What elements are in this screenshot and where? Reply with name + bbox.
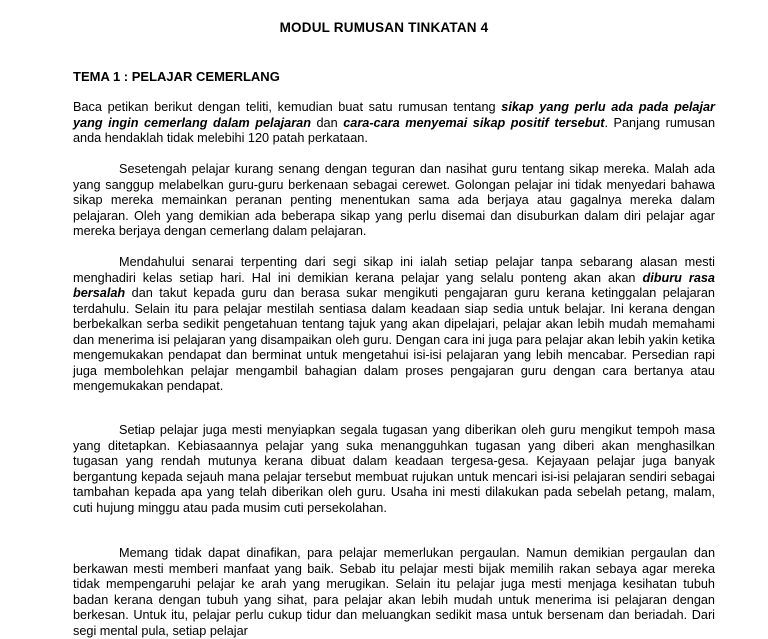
- intro-emphasis-2: cara-cara menyemai sikap positif tersebut: [343, 115, 605, 130]
- paragraph-1-text: Sesetengah pelajar kurang senang dengan teguran dan nasihat guru tentang sikap mereka. Malah ada yang sanggup melabelkan guru-guru berkenaan sebagai cerewet. Golongan pelajar ini tidak menyedari bahawa sikap mereka memainkan peranan penting menentukan sama ada berjaya atau gagalnya mereka dalam pelajaran. Oleh yang demikian ada beberapa sikap yang perlu disemai dan disuburkan dalam diri pelajar agar mereka berjaya dengan cemerlang dalam pelajaran.: [73, 162, 715, 238]
- paragraph-1: [73, 162, 715, 240]
- instruction-paragraph: [73, 100, 715, 147]
- paragraph-4-text: Memang tidak dapat dinafikan, para pelajar memerlukan pergaulan. Namun demikian pergaulan dan berkawan mesti memberi manfaat yang baik. Sebab itu pelajar mesti bijak memilih rakan sebaya agar mereka tidak mempengaruhi pelajar ke arah yang merugikan. Selain itu pelajar juga mesti menjaga kesihatan tubuh badan kerana dengan tubuh yang sihat, para pelajar akan lebih mudah untuk menerima isi pelajaran dengan berkesan. Untuk itu, pelajar perlu cukup tidur dan meluangkan sedikit masa untuk bersenam dan beriadah. Dari segi mental pula, setiap pelajar: [73, 546, 715, 638]
- intro-text-2: dan: [310, 115, 344, 130]
- document-title: MODUL RUMUSAN TINKATAN 4: [279, 20, 489, 35]
- paragraph-2-text-1: Mendahului senarai terpenting dari segi sikap ini ialah setiap pelajar tanpa sebarang alasan mesti menghadiri kelas setiap hari. Hal ini demikian kerana pelajar yang selalu ponteng akan akan: [73, 255, 715, 285]
- paragraph-3-text: Setiap pelajar juga mesti menyiapkan segala tugasan yang diberikan oleh guru mengikut tempoh masa yang ditetapkan. Kebiasaannya pelajar yang suka menangguhkan tugasan yang diberi akan menghasilkan tugasan yang rendah mutunya kerana dibuat dalam keadaan tergesa-gesa. Kejayaan pelajar juga banyak bergantung kepada sejauh mana pelajar tersebut membuat rujukan untuk mencari isi-isi pelajaran sendiri sebagai tambahan kepada apa yang telah diberikan oleh guru. Usaha ini mesti dilakukan pada sebelah petang, malam, cuti hujung minggu atau pada musim cuti persekolahan.: [73, 423, 715, 515]
- intro-text-3: . Panjang rumusan anda hendaklah tidak melebihi 120 patah perkataan.: [73, 115, 716, 145]
- intro-text-1: Baca petikan berikut dengan teliti, kemudian buat satu rumusan tentang: [73, 100, 502, 114]
- intro-emphasis-1: sikap yang perlu ada pada pelajar yang ingin cemerlang dalam pelajaran: [73, 100, 715, 130]
- paragraph-2-emphasis: diburu rasa bersalah: [73, 270, 715, 300]
- paragraph-3: [73, 423, 715, 516]
- paragraph-4: [73, 546, 715, 639]
- theme-heading: TEMA 1 : PELAJAR CEMERLANG: [73, 69, 280, 84]
- paragraph-2-text-2: dan takut kepada guru dan berasa sukar mengikuti pengajaran guru kerana ketinggalan pelajaran terdahulu. Selain itu para pelajar mestilah sentiasa dalam keadaan siap sedia untuk belajar. Ini kerana dengan berbekalkan serba sedikit pengetahuan tentang tajuk yang akan dipelajari, pelajar akan lebih mudah memahami dan menerima isi pelajaran yang disampaikan oleh guru. Dengan cara ini juga para pelajar akan lebih yakin ketika mengemukakan pendapat dan berminat untuk mengetahui isi-isi pelajaran yang lebih mencabar. Persedian rapi juga membolehkan pelajar mengambil bahagian dalam proses pengajaran guru dengan cara bertanya atau mengemukakan pendapat.: [73, 286, 715, 393]
- paragraph-2: [73, 255, 715, 395]
